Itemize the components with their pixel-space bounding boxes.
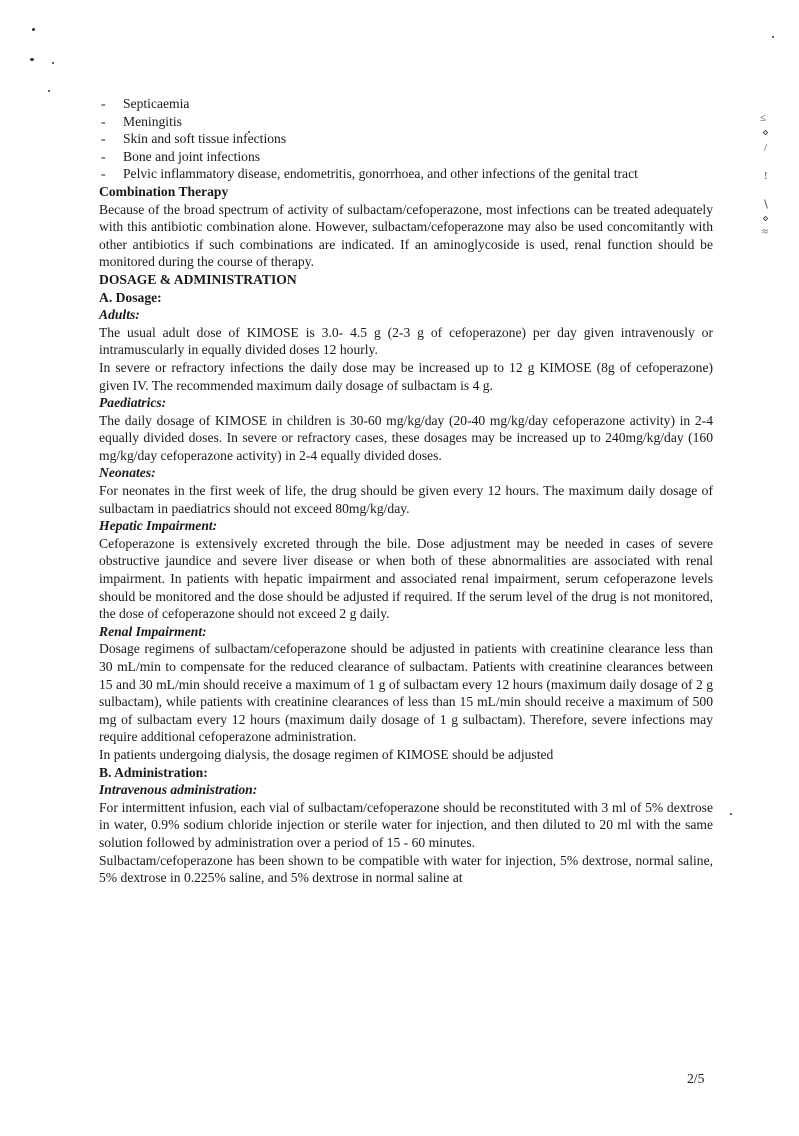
- list-item: [99, 95, 713, 113]
- intravenous-paragraph-2: Sulbactam/cefoperazone has been shown to be compatible with water for injection, 5% dextrose, normal saline, 5% dextrose in 0.225% saline, and 5% dextrose in normal saline at: [99, 852, 713, 886]
- renal-impairment-paragraph-1: Dosage regimens of sulbactam/cefoperazone should be adjusted in patients with creatinine clearance less than 30 mL/min to compensate for the reduced clearance of sulbactam. Patients with creatinine clearances between 15 and 30 mL/min should receive a maximum of 1 g of sulbactam every 12 hours (maximum daily dosage of 2 g sulbactam), while patients with creatinine clearances of less than 15 mL/min should receive a maximum of 500 mg of sulbactam every 12 hours (maximum daily dosage of 1 g sulbactam). Therefore, severe infections may require additional cefoperazone administration.: [99, 641, 713, 745]
- neonates-paragraph: For neonates in the first week of life, the drug should be given every 12 hours. The maximum daily dosage of sulbactam in paediatrics should not exceed 80mg/kg/day.: [99, 483, 713, 516]
- adults-paragraph-2: In severe or refractory infections the daily dose may be increased up to 12 g KIMOSE (8g of cefoperazone) given IV. The recommended maximum daily dosage of sulbactam is 4 g.: [99, 359, 713, 393]
- dash-bullet: -: [101, 113, 106, 129]
- margin-mark: ∖: [762, 199, 770, 211]
- dash-bullet: -: [101, 131, 106, 147]
- scan-speck: [730, 813, 732, 815]
- margin-mark: ⋄: [762, 213, 769, 225]
- document-body: [99, 95, 713, 887]
- list-item-text: Skin and soft tissue infections: [123, 131, 287, 147]
- dash-bullet: -: [101, 96, 106, 111]
- list-item-text: Bone and joint infections: [123, 148, 261, 164]
- margin-mark: ≤: [760, 112, 767, 124]
- scan-speck: [32, 28, 35, 31]
- dash-bullet: -: [101, 166, 106, 182]
- indication-list: [99, 95, 713, 183]
- list-item-text: Meningitis: [123, 113, 182, 129]
- margin-mark: ⋄: [762, 127, 769, 139]
- adults-paragraph-1: The usual adult dose of KIMOSE is 3.0- 4.5 g (2-3 g of cefoperazone) per day given intravenously or intramuscularly in equally divided doses 12 hourly.: [99, 324, 713, 358]
- scan-speck: [52, 62, 54, 64]
- hepatic-impairment-paragraph: Cefoperazone is extensively excreted through the bile. Dose adjustment may be needed in cases of severe obstructive jaundice and severe liver disease or when both of these abnormalities are associated with renal impairment. In patients with hepatic impairment and associated renal impairment, serum cefoperazone levels should be monitored and the dose should be adjusted if required. If the serum level of the drug is not monitored, the dose of cefoperazone should not exceed 2 g daily.: [99, 535, 713, 622]
- hepatic-impairment-heading: Hepatic Impairment:: [99, 518, 218, 534]
- paediatrics-paragraph: The daily dosage of KIMOSE in children is 30-60 mg/kg/day (20-40 mg/kg/day cefoperazone activity) in 2-4 equally divided doses. In severe or refractory cases, these dosages may be increased up to 240mg/kg/day (160 mg/kg/day cefoperazone activity) in 2-4 equally divided doses.: [99, 412, 713, 463]
- list-item-text: Pelvic inflammatory disease, endometritis, gonorrhoea, and other infections of the genital tract: [123, 166, 638, 182]
- list-item: [99, 113, 713, 131]
- adults-heading: Adults:: [99, 307, 140, 323]
- list-item: [99, 148, 713, 166]
- margin-mark: !: [764, 170, 768, 182]
- margin-mark: ≈: [762, 226, 769, 238]
- dosage-administration-heading: DOSAGE & ADMINISTRATION: [99, 271, 297, 287]
- scan-speck: [30, 58, 34, 61]
- dash-bullet: -: [101, 148, 106, 164]
- renal-impairment-heading: Renal Impairment:: [99, 623, 207, 639]
- combination-therapy-heading: Combination Therapy: [99, 183, 229, 199]
- paediatrics-heading: Paediatrics:: [99, 395, 167, 411]
- intravenous-paragraph-1: For intermittent infusion, each vial of sulbactam/cefoperazone should be reconstituted with 3 ml of 5% dextrose in water, 0.9% sodium chloride injection or sterile water for injection, and then diluted to 20 ml with the same solution followed by administration over a period of 15 - 60 minutes.: [99, 799, 713, 850]
- list-item: [99, 165, 713, 183]
- combination-therapy-text: Because of the broad spectrum of activity of sulbactam/cefoperazone, most infections can be treated adequately with this antibiotic combination alone. However, sulbactam/cefoperazone may also be used concomitantly with other antibiotics if such combinations are indicated. If an aminoglycoside is used, renal function should be monitored during the course of therapy.: [99, 201, 713, 270]
- renal-impairment-paragraph-2: In patients undergoing dialysis, the dosage regimen of KIMOSE should be adjusted: [99, 746, 554, 762]
- page-number: 2/5: [687, 1071, 705, 1086]
- margin-mark: /: [764, 142, 768, 154]
- intravenous-administration-heading: Intravenous administration:: [99, 782, 258, 798]
- dosage-heading: A. Dosage:: [99, 289, 162, 305]
- scan-speck: [772, 36, 774, 38]
- scan-speck: [48, 90, 50, 92]
- administration-heading: B. Administration:: [99, 764, 208, 780]
- neonates-heading: Neonates:: [99, 465, 156, 481]
- list-item: [99, 130, 713, 148]
- list-item-text: Septicaemia: [123, 96, 190, 111]
